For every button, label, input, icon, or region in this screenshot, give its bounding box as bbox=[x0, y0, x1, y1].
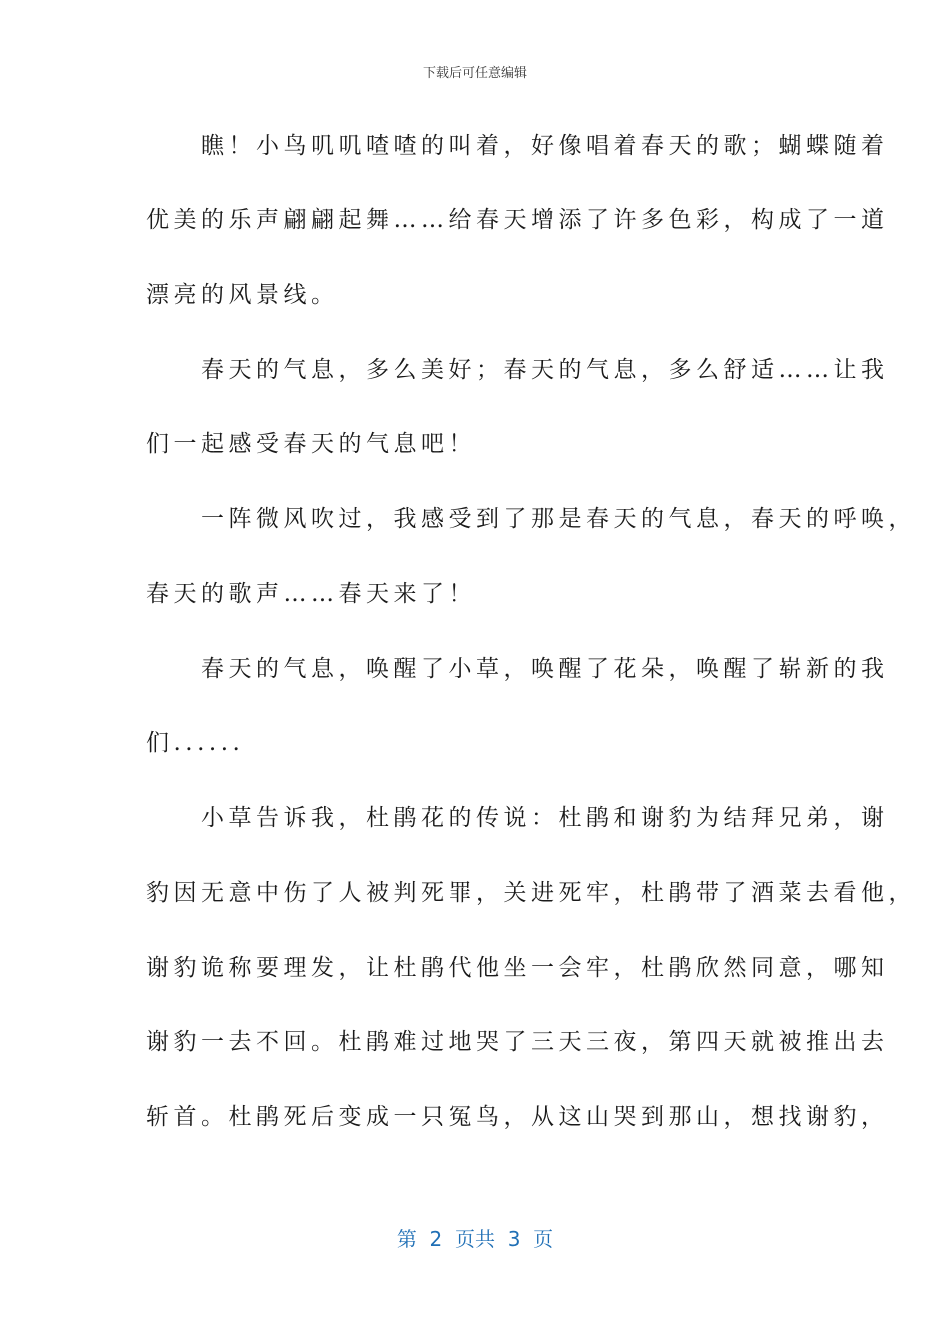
text-line: 漂亮的风景线。 bbox=[146, 282, 339, 308]
text-line: 谢豹一去不回。杜鹃难过地哭了三天三夜，第四天就被推出去 bbox=[146, 1029, 889, 1055]
text-line: 优美的乐声翩翩起舞……给春天增添了许多色彩，构成了一道 bbox=[146, 207, 889, 233]
text-line: 谢豹诡称要理发，让杜鹃代他坐一会牢，杜鹃欣然同意，哪知 bbox=[146, 955, 889, 981]
text-line: 们...... bbox=[146, 730, 245, 756]
text-line: 斩首。杜鹃死后变成一只冤鸟，从这山哭到那山，想找谢豹， bbox=[146, 1104, 889, 1130]
text-line: 瞧！小鸟叽叽喳喳的叫着，好像唱着春天的歌；蝴蝶随着 bbox=[146, 133, 889, 159]
text-line: 们一起感受春天的气息吧！ bbox=[146, 431, 476, 457]
text-line: 春天的气息，多么美好；春天的气息，多么舒适……让我 bbox=[146, 357, 889, 383]
text-line: 小草告诉我，杜鹃花的传说：杜鹃和谢豹为结拜兄弟，谢 bbox=[146, 805, 889, 831]
page-footer: 第 2 页共 3 页 bbox=[396, 1227, 554, 1251]
text-line: 春天的歌声……春天来了！ bbox=[146, 581, 476, 607]
text-line: 一阵微风吹过，我感受到了那是春天的气息，春天的呼唤， bbox=[146, 506, 916, 532]
text-line: 豹因无意中伤了人被判死罪，关进死牢，杜鹃带了酒菜去看他， bbox=[146, 880, 916, 906]
page-header: 下载后可任意编辑 bbox=[422, 66, 527, 81]
text-line: 春天的气息，唤醒了小草，唤醒了花朵，唤醒了崭新的我 bbox=[146, 656, 889, 682]
